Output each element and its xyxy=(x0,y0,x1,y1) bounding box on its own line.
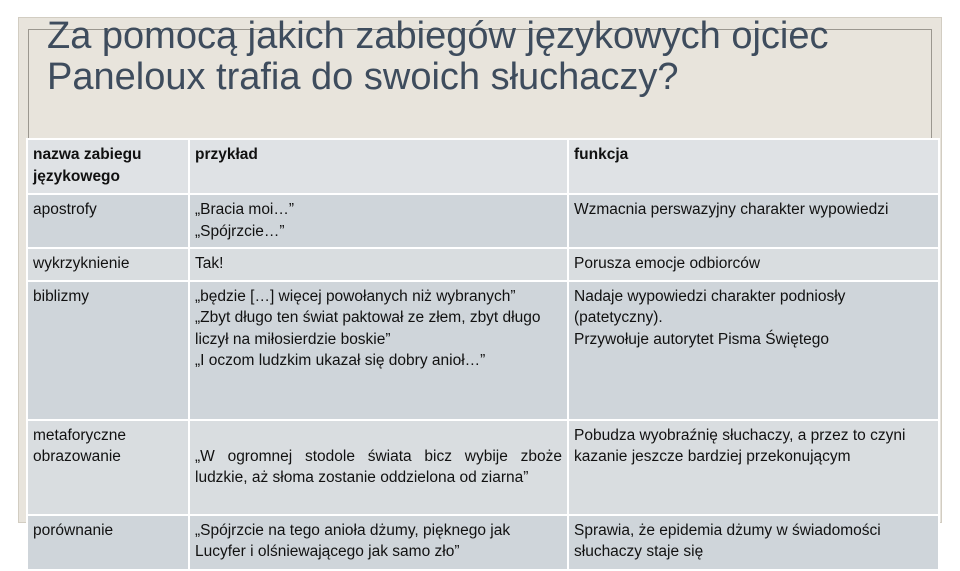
header-cell-example: przykład xyxy=(189,139,568,194)
table-row xyxy=(27,194,939,248)
table-row xyxy=(27,420,939,515)
cell-example: Tak! xyxy=(189,248,568,281)
cell-example: „będzie […] więcej powołanych niż wybranych” „Zbyt długo ten świat paktował ze złem, zbyt długo liczył na miłosierdzie boskie” „I oczom ludzkim ukazał się dobry anioł…” xyxy=(189,281,568,420)
cell-function: Wzmacnia perswazyjny charakter wypowiedzi xyxy=(568,194,939,248)
cell-example: „Spójrzcie na tego anioła dżumy, pięknego jak Lucyfer i olśniewającego jak samo zło” xyxy=(189,515,568,570)
table-header-row xyxy=(27,139,939,194)
cell-function: Sprawia, że epidemia dżumy w świadomości słuchaczy staje się xyxy=(568,515,939,570)
table-row xyxy=(27,248,939,281)
cell-example: „Bracia moi…” „Spójrzcie…” xyxy=(189,194,568,248)
cell-name: metaforyczne obrazowanie xyxy=(27,420,189,515)
table-container xyxy=(26,138,938,560)
cell-function: Porusza emocje odbiorców xyxy=(568,248,939,281)
slide-title: Za pomocą jakich zabiegów językowych ojciec Paneloux trafia do swoich słuchaczy? xyxy=(47,15,829,98)
header-cell-function: funkcja xyxy=(568,139,939,194)
cell-name: porównanie xyxy=(27,515,189,570)
cell-example: „W ogromnej stodole świata bicz wybije zboże ludzkie, aż słoma zostanie oddzielona od ziarna” xyxy=(189,420,568,515)
cell-function: Pobudza wyobraźnię słuchaczy, a przez to czyni kazanie jeszcze bardziej przekonującym xyxy=(568,420,939,515)
cell-name: apostrofy xyxy=(27,194,189,248)
cell-name: wykrzyknienie xyxy=(27,248,189,281)
table-row xyxy=(27,281,939,420)
cell-name: biblizmy xyxy=(27,281,189,420)
rhetoric-table xyxy=(26,138,940,571)
cell-function: Nadaje wypowiedzi charakter podniosły (patetyczny). Przywołuje autorytet Pisma Świętego xyxy=(568,281,939,420)
header-cell-name: nazwa zabiegu językowego xyxy=(27,139,189,194)
table-row xyxy=(27,515,939,570)
